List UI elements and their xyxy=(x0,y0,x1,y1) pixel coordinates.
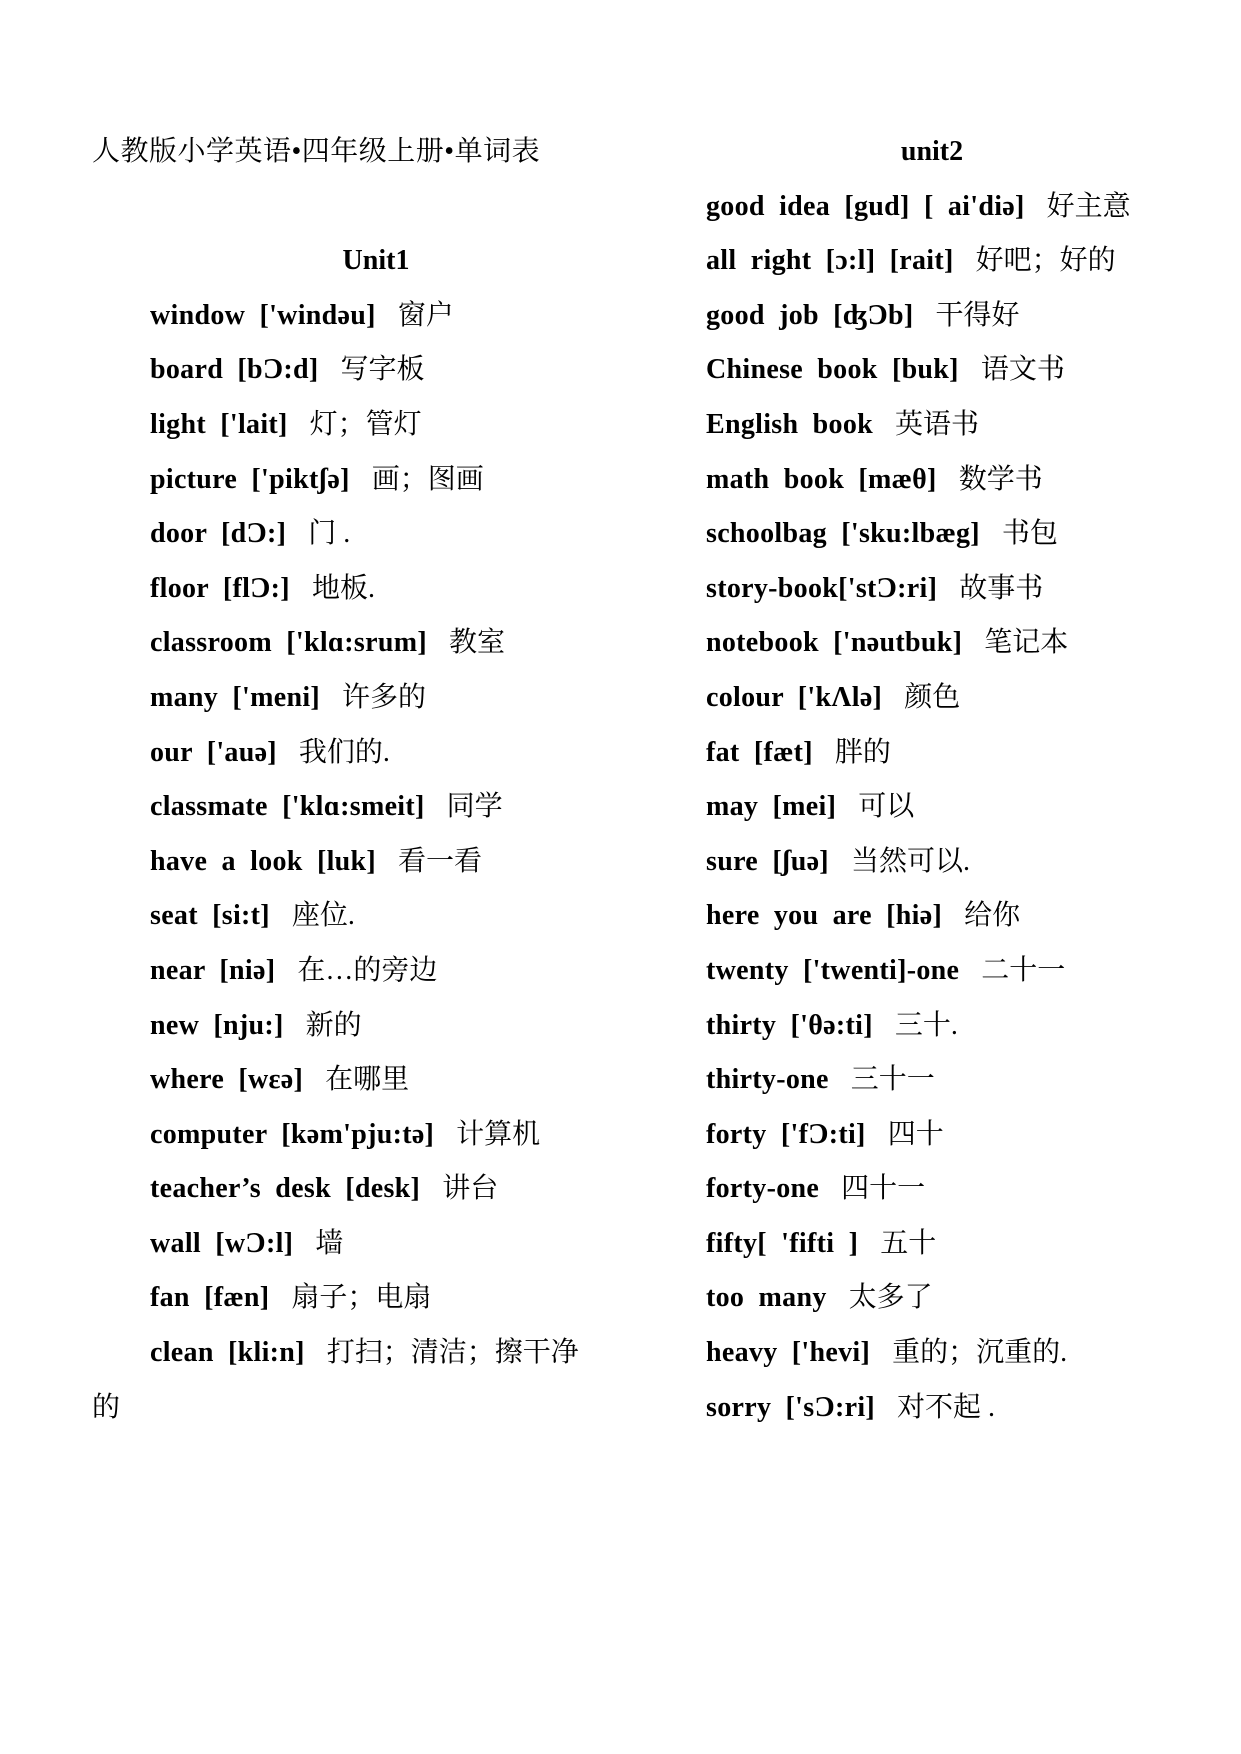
vocab-meaning: 数学书 xyxy=(958,463,1043,495)
vocab-meaning: 颜色 xyxy=(904,681,961,713)
vocab-term: board [bƆ:d] xyxy=(150,354,319,386)
vocab-entry xyxy=(92,562,660,617)
document-title: 人教版小学英语•四年级上册•单词表 xyxy=(92,136,541,167)
vocab-meaning: 讲台 xyxy=(442,1173,499,1205)
vocab-term: fat [fæt] xyxy=(706,736,813,768)
vocab-term: Chinese book [buk] xyxy=(706,354,959,386)
vocab-entry xyxy=(92,1053,660,1108)
vocab-term: classroom ['klɑ:srum] xyxy=(150,627,427,659)
vocab-term: new [nju:] xyxy=(150,1009,284,1041)
vocab-term: sure [ʃuə] xyxy=(706,845,829,877)
vocab-term: picture ['piktʃə] xyxy=(150,463,350,495)
vocab-term: story-book['stƆ:ri] xyxy=(706,572,938,604)
vocab-entry xyxy=(92,780,660,835)
vocab-meaning: 二十一 xyxy=(981,954,1066,986)
vocab-term: wall [wƆ:l] xyxy=(150,1227,294,1259)
vocab-entry xyxy=(706,889,1158,944)
vocab-term: thirty-one xyxy=(706,1064,829,1096)
vocab-term: math book [mæθ] xyxy=(706,463,937,495)
unit1-column xyxy=(92,125,660,1435)
unit1-entry-continuation: 的 xyxy=(92,1391,121,1423)
vocab-entry xyxy=(706,780,1158,835)
vocab-meaning: 书包 xyxy=(1001,518,1058,550)
vocab-meaning: 三十. xyxy=(894,1009,958,1041)
unit2-word-list xyxy=(706,180,1158,1436)
vocab-term: sorry ['sƆ:ri] xyxy=(706,1391,876,1423)
vocab-meaning: 好吧；好的 xyxy=(975,245,1116,277)
vocab-term: near [niə] xyxy=(150,954,276,986)
vocab-entry xyxy=(92,889,660,944)
vocab-entry xyxy=(706,1271,1158,1326)
vocab-entry xyxy=(92,616,660,671)
vocab-term: window ['windəu] xyxy=(150,299,376,331)
vocab-entry xyxy=(92,1162,660,1217)
vocab-meaning: 教室 xyxy=(448,627,505,659)
vocab-term: computer [kəm'pju:tə] xyxy=(150,1118,435,1150)
vocab-meaning: 当然可以. xyxy=(850,845,970,877)
vocab-entry xyxy=(706,289,1158,344)
vocab-term: have a look [luk] xyxy=(150,845,377,877)
vocab-entry xyxy=(706,343,1158,398)
vocab-term: twenty ['twenti]-one xyxy=(706,954,960,986)
vocab-meaning: 扇子；电扇 xyxy=(291,1282,432,1314)
vocab-meaning: 灯；管灯 xyxy=(309,408,422,440)
vocab-meaning: 门 . xyxy=(308,518,351,550)
vocab-term: colour ['kΛlə] xyxy=(706,681,883,713)
vocab-meaning: 胖的 xyxy=(834,736,891,768)
vocab-term: floor [flƆ:] xyxy=(150,572,290,604)
vocab-term: schoolbag ['sku:lbæg] xyxy=(706,518,980,550)
vocab-meaning: 许多的 xyxy=(342,681,427,713)
vocab-term: teacher’s desk [desk] xyxy=(150,1173,421,1205)
vocab-meaning: 笔记本 xyxy=(984,627,1069,659)
vocab-term: good idea [gud] [ ai'diə] xyxy=(706,190,1025,222)
vocab-meaning: 太多了 xyxy=(848,1282,933,1314)
vocab-meaning: 对不起 . xyxy=(897,1391,996,1423)
vocab-meaning: 写字板 xyxy=(340,354,425,386)
vocab-term: light ['lait] xyxy=(150,408,288,440)
vocab-meaning: 重的；沉重的. xyxy=(892,1337,1068,1369)
vocab-meaning: 在哪里 xyxy=(325,1064,410,1096)
vocab-meaning: 四十 xyxy=(887,1118,944,1150)
vocab-entry xyxy=(92,507,660,562)
vocab-term: all right [ɔ:l] [rait] xyxy=(706,245,954,277)
vocab-term: seat [si:t] xyxy=(150,900,270,932)
vocab-entry xyxy=(92,453,660,508)
vocab-meaning: 四十一 xyxy=(841,1173,926,1205)
vocab-entry xyxy=(706,180,1158,235)
vocab-entry xyxy=(92,1326,660,1381)
vocab-meaning: 给你 xyxy=(964,900,1021,932)
vocab-meaning: 座位. xyxy=(291,900,355,932)
vocab-meaning: 在…的旁边 xyxy=(297,954,438,986)
vocab-term: our ['auə] xyxy=(150,736,277,768)
vocab-entry xyxy=(706,234,1158,289)
vocab-meaning: 我们的. xyxy=(298,736,390,768)
vocab-entry xyxy=(706,562,1158,617)
vocab-meaning: 可以 xyxy=(858,791,915,823)
vocab-meaning: 故事书 xyxy=(959,572,1044,604)
vocab-meaning: 画；图画 xyxy=(371,463,484,495)
vocab-term: clean [kli:n] xyxy=(150,1337,305,1369)
vocab-term: fan [fæn] xyxy=(150,1282,270,1314)
vocab-entry xyxy=(92,1271,660,1326)
vocab-entry xyxy=(706,1162,1158,1217)
vocab-meaning: 三十一 xyxy=(850,1064,935,1096)
vocab-entry xyxy=(706,835,1158,890)
vocab-meaning: 好主意 xyxy=(1046,190,1131,222)
vocab-entry xyxy=(92,1108,660,1163)
unit1-heading: Unit1 xyxy=(342,245,410,277)
vocab-meaning: 新的 xyxy=(305,1009,362,1041)
vocab-entry xyxy=(92,726,660,781)
unit1-word-list xyxy=(92,289,660,1381)
vocab-entry xyxy=(706,507,1158,562)
vocab-entry xyxy=(92,835,660,890)
vocab-term: good job [ʤƆb] xyxy=(706,299,914,331)
vocab-entry xyxy=(92,343,660,398)
vocab-meaning: 五十 xyxy=(880,1227,937,1259)
vocab-term: door [dƆ:] xyxy=(150,518,287,550)
blank-line xyxy=(92,180,660,235)
vocab-term: thirty ['θə:ti] xyxy=(706,1009,873,1041)
unit2-heading: unit2 xyxy=(900,136,964,167)
vocab-term: heavy ['hevi] xyxy=(706,1337,871,1369)
vocab-entry xyxy=(706,398,1158,453)
vocab-term: where [wεə] xyxy=(150,1064,304,1096)
vocab-term: too many xyxy=(706,1282,827,1314)
vocab-entry xyxy=(92,999,660,1054)
vocab-entry xyxy=(706,616,1158,671)
vocab-term: English book xyxy=(706,408,874,440)
vocab-meaning: 窗户 xyxy=(397,299,454,331)
vocab-entry xyxy=(92,944,660,999)
vocab-entry xyxy=(92,289,660,344)
vocab-entry xyxy=(706,453,1158,508)
vocab-term: fifty[ 'fifti ] xyxy=(706,1227,859,1259)
vocab-meaning: 干得好 xyxy=(935,299,1020,331)
vocab-entry xyxy=(706,1326,1158,1381)
vocab-meaning: 语文书 xyxy=(980,354,1065,386)
vocab-meaning: 计算机 xyxy=(456,1118,541,1150)
vocab-entry xyxy=(706,1108,1158,1163)
vocab-term: forty ['fƆ:ti] xyxy=(706,1118,866,1150)
vocab-meaning: 墙 xyxy=(315,1227,344,1259)
vocab-meaning: 打扫；清洁；擦干净 xyxy=(326,1337,579,1369)
vocab-term: classmate ['klɑ:smeit] xyxy=(150,791,425,823)
vocab-term: forty-one xyxy=(706,1173,820,1205)
vocab-term: notebook ['nəutbuk] xyxy=(706,627,963,659)
vocab-entry xyxy=(706,1217,1158,1272)
vocab-entry xyxy=(92,398,660,453)
vocab-entry xyxy=(92,671,660,726)
vocab-term: may [mei] xyxy=(706,791,837,823)
vocab-meaning: 看一看 xyxy=(398,845,483,877)
vocab-meaning: 同学 xyxy=(446,791,503,823)
vocab-entry xyxy=(706,944,1158,999)
vocab-entry xyxy=(706,1381,1158,1436)
vocab-entry xyxy=(706,671,1158,726)
vocab-meaning: 地板. xyxy=(311,572,375,604)
unit2-column xyxy=(706,125,1158,1435)
vocab-entry xyxy=(706,999,1158,1054)
vocab-term: many ['meni] xyxy=(150,681,321,713)
vocab-entry xyxy=(706,1053,1158,1108)
vocab-entry xyxy=(92,1217,660,1272)
vocab-entry xyxy=(706,726,1158,781)
vocab-meaning: 英语书 xyxy=(895,408,980,440)
vocab-term: here you are [hiə] xyxy=(706,900,943,932)
